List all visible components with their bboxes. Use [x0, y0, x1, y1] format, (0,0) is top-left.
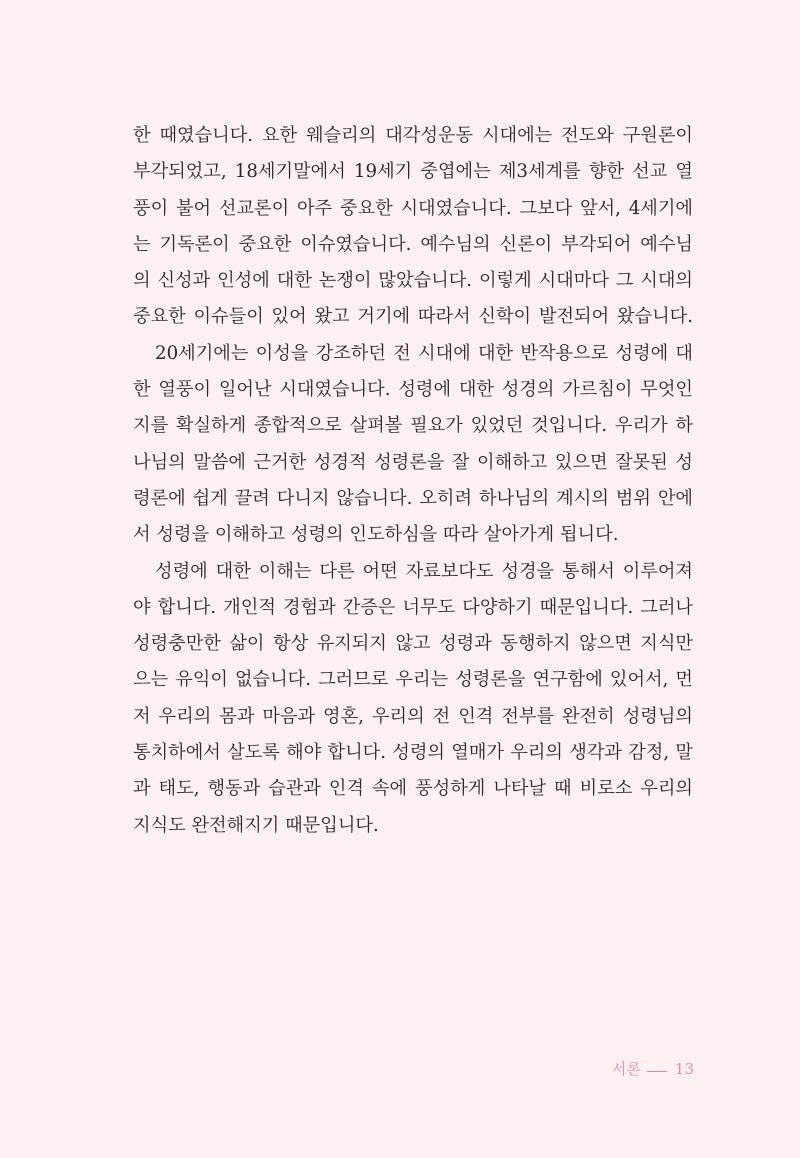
text-line: 성령에 대한 이해는 다른 어떤 자료보다도 성경을 통해서 이루어져 — [155, 560, 693, 582]
text-line: 20세기에는 이성을 강조하던 전 시대에 대한 반작용으로 성령에 대 — [155, 342, 693, 364]
page-footer — [612, 1058, 694, 1079]
body-text — [133, 118, 693, 844]
footer-separator — [647, 1071, 667, 1072]
text-line: 한 때였습니다. 요한 웨슬리의 대각성운동 시대에는 전도와 구원론이 — [133, 125, 693, 146]
text-line: 으는 유익이 없습니다. 그러므로 우리는 성령론을 연구함에 있어서, 먼 — [133, 669, 693, 691]
text-line: 저 우리의 몸과 마음과 영혼, 우리의 전 인격 전부를 완전히 성령님의 — [133, 705, 693, 727]
text-line: 야 합니다. 개인적 경험과 간증은 너무도 다양하기 때문입니다. 그러나 — [133, 596, 693, 618]
text-line: 통치하에서 살도록 해야 합니다. 성령의 열매가 우리의 생각과 감정, 말 — [133, 742, 693, 764]
text-line: 나님의 말씀에 근거한 성경적 성령론을 잘 이해하고 있으면 잘못된 성 — [133, 451, 693, 473]
text-line: 지식도 완전해지기 때문입니다. — [133, 814, 379, 836]
section-title: 서론 — [611, 1060, 641, 1078]
text-line: 중요한 이슈들이 있어 왔고 거기에 따라서 신학이 발전되어 왔습니다. — [133, 306, 693, 328]
text-line: 서 성령을 이해하고 성령의 인도하심을 따라 살아가게 됩니다. — [133, 524, 619, 546]
text-line: 령론에 쉽게 끌려 다니지 않습니다. 오히려 하나님의 계시의 범위 안에 — [133, 487, 693, 509]
text-line: 과 태도, 행동과 습관과 인격 속에 풍성하게 나타날 때 비로소 우리의 — [133, 778, 693, 800]
text-line: 성령충만한 삶이 항상 유지되지 않고 성령과 동행하지 않으면 지식만 — [133, 633, 693, 655]
text-line: 부각되었고, 18세기말에서 19세기 중엽에는 제3세계를 향한 선교 열 — [133, 161, 693, 183]
text-line: 는 기독론이 중요한 이슈였습니다. 예수님의 신론이 부각되어 예수님 — [133, 233, 693, 255]
text-line: 한 열풍이 일어난 시대였습니다. 성령에 대한 성경의 가르침이 무엇인 — [133, 379, 693, 401]
page-number: 13 — [674, 1060, 694, 1078]
text-line: 풍이 불어 선교론이 아주 중요한 시대였습니다. 그보다 앞서, 4세기에 — [133, 197, 693, 219]
text-line: 지를 확실하게 종합적으로 살펴볼 필요가 있었던 것입니다. 우리가 하 — [133, 415, 693, 437]
text-line: 의 신성과 인성에 대한 논쟁이 많았습니다. 이렇게 시대마다 그 시대의 — [133, 270, 693, 292]
